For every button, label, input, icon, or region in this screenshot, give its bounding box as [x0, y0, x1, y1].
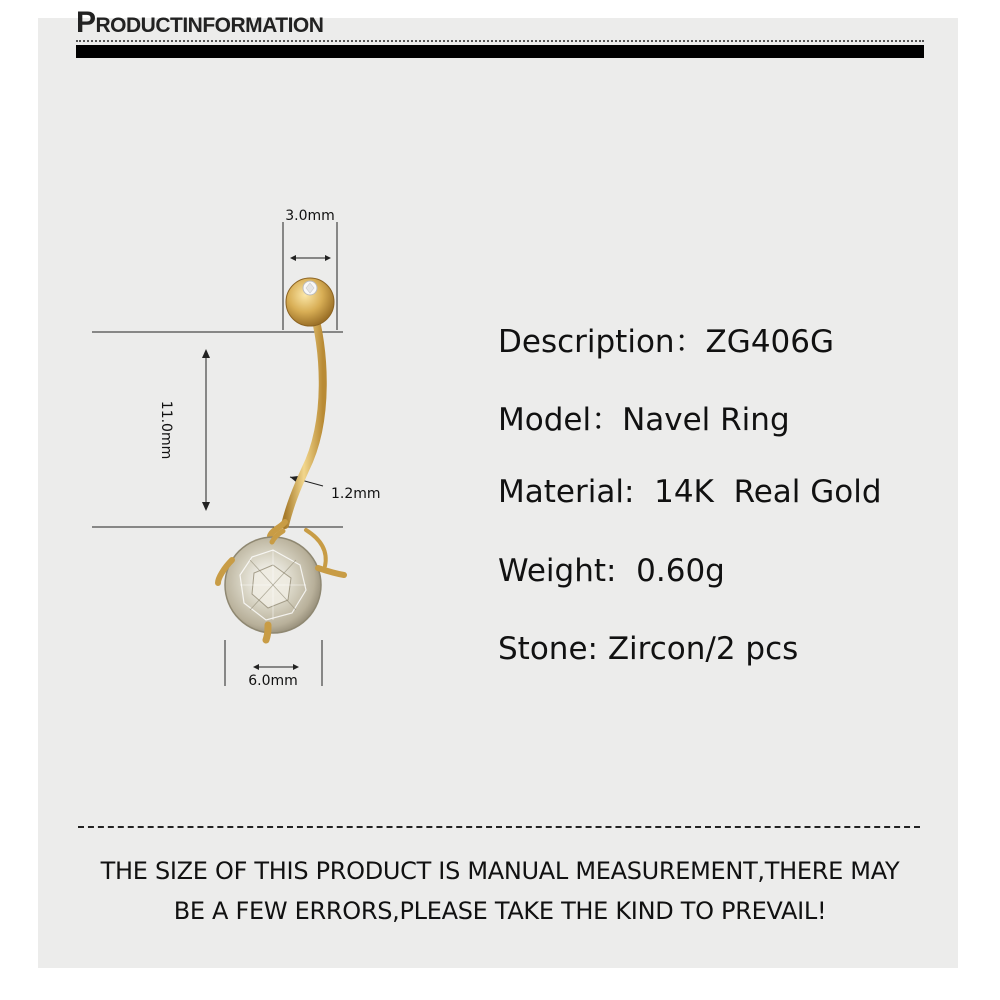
notice-line-2: BE A FEW ERRORS,PLEASE TAKE THE KIND TO PREVAIL!	[173, 897, 827, 925]
length-label: 11.0mm	[158, 400, 174, 460]
title-rest: RODUCTINFORMATION	[95, 14, 324, 37]
ball-size-label: 3.0mm	[285, 208, 335, 224]
title-initial: P	[76, 6, 96, 39]
spec-weight: Weight: 0.60g	[498, 553, 725, 589]
spec-material: Material: 14K Real Gold	[498, 474, 882, 510]
spec-description: Description：ZG406G	[498, 324, 835, 360]
dashed-divider	[78, 826, 920, 828]
length-dimension	[92, 332, 343, 527]
gauge-label: 1.2mm	[331, 486, 381, 502]
spec-stone: Stone: Zircon/2 pcs	[498, 631, 799, 667]
stone-dimension	[225, 640, 322, 689]
spec-model: Model：Navel Ring	[498, 402, 790, 438]
stone-size-label: 6.0mm	[248, 673, 298, 689]
notice-line-1: THE SIZE OF THIS PRODUCT IS MANUAL MEASUREMENT,THERE MAY	[100, 857, 900, 885]
